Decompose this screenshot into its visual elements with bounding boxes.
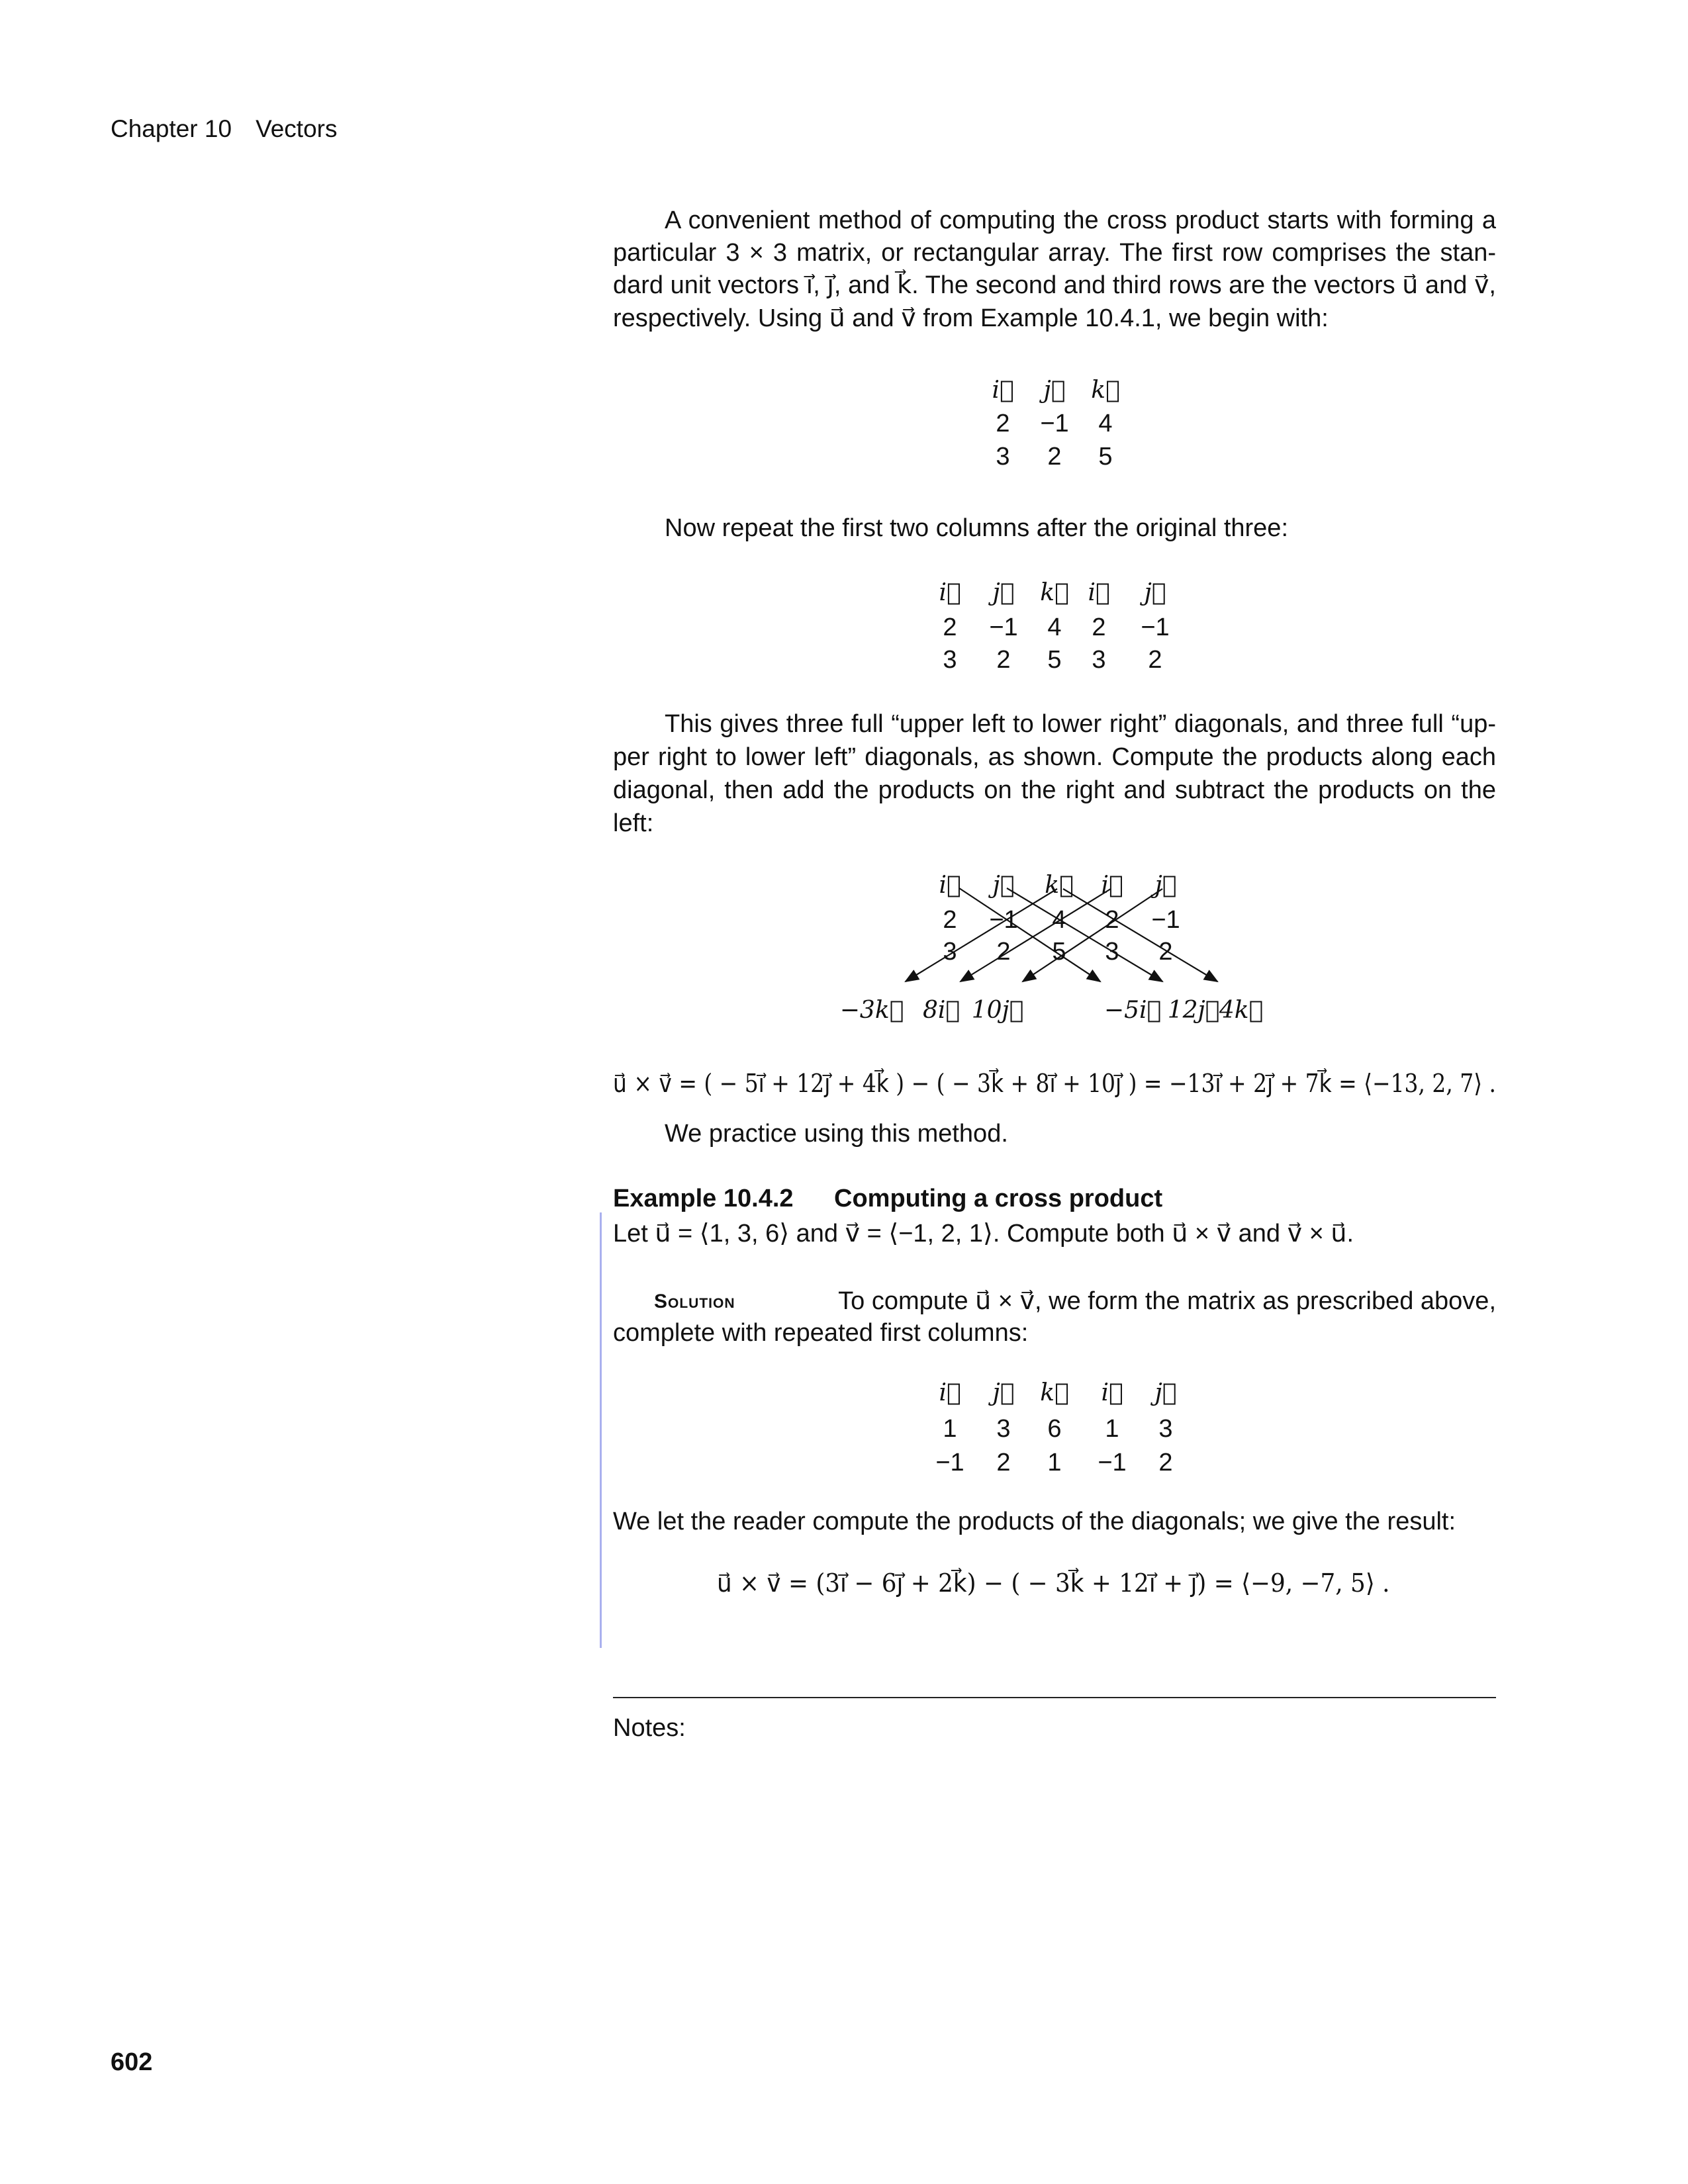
- matrix-cell: 3: [1158, 1415, 1173, 1443]
- example-number: Example 10.4.2: [613, 1185, 794, 1212]
- matrix-cell: 6: [1047, 1415, 1062, 1443]
- matrix-cell: 1: [1047, 1449, 1062, 1477]
- product-label: 4k⃗: [1219, 997, 1264, 1024]
- matrix-cell: 3: [1092, 646, 1106, 674]
- unit-vector-header: i⃗: [939, 579, 961, 606]
- matrix-cell: 1: [943, 1415, 957, 1443]
- matrix-cell: 3: [943, 938, 957, 966]
- product-label: 8i⃗: [922, 997, 961, 1024]
- matrix-cell: 4: [1052, 906, 1066, 934]
- matrix-cell: −1: [1141, 614, 1170, 641]
- matrix-cell: 2: [996, 646, 1011, 674]
- page-number: 602: [111, 2048, 153, 2076]
- matrix-cell: 2: [943, 906, 957, 934]
- unit-vector-header: k⃗: [1040, 579, 1069, 606]
- para3-line: This gives three full “upper left to lower right” diagonals, and three full “up-: [665, 710, 1496, 738]
- matrix-cell: k⃗: [1091, 377, 1120, 404]
- unit-vector-header: i⃗: [1101, 872, 1123, 899]
- example-result-equation: u⃗ × v⃗ = (3i⃗ − 6j⃗ + 2k⃗) − ( − 3k⃗ + 12i⃗ + j⃗) = ⟨−9, −7, 5⟩ .: [717, 1569, 1390, 1598]
- solution-label: Solution: [654, 1291, 735, 1312]
- unit-vector-header: i⃗: [939, 872, 961, 899]
- matrix-cell: 2: [1092, 614, 1106, 641]
- notes-divider: [613, 1697, 1496, 1698]
- matrix-cell: 3: [1105, 938, 1119, 966]
- matrix-cell: 3: [996, 1415, 1011, 1443]
- unit-vector-header: j⃗: [1144, 579, 1166, 606]
- para1-line: particular 3 × 3 matrix, or rectangular array. The first row comprises the stan-: [613, 239, 1496, 267]
- matrix-cell: 5: [1052, 938, 1066, 966]
- para1-line: respectively. Using u⃗ and v⃗ from Example 10.4.1, we begin with:: [613, 304, 1329, 332]
- matrix-cell: 3: [943, 646, 957, 674]
- matrix-cell: 4: [1047, 614, 1062, 641]
- notes-label: Notes:: [613, 1714, 686, 1742]
- para1-line: A convenient method of computing the cross product starts with forming a: [665, 206, 1496, 234]
- matrix-cell: 2: [996, 938, 1011, 966]
- para1-line: dard unit vectors i⃗, j⃗, and k⃗. The second and third rows are the vectors u⃗ and v⃗,: [613, 271, 1496, 299]
- unit-vector-header: j⃗: [992, 872, 1015, 899]
- matrix-cell: −1: [935, 1449, 964, 1477]
- para2: Now repeat the first two columns after the original three:: [665, 514, 1289, 542]
- matrix-cell: −1: [989, 614, 1018, 641]
- matrix-cell: 2: [1158, 938, 1173, 966]
- unit-vector-header: i⃗: [1101, 1379, 1123, 1406]
- unit-vector-header: j⃗: [1154, 872, 1177, 899]
- product-label: 10j⃗: [971, 997, 1024, 1024]
- product-label: −5i⃗: [1103, 997, 1162, 1024]
- matrix-cell: 2: [1047, 443, 1062, 471]
- product-label: −3k⃗: [839, 997, 904, 1024]
- solution-text: complete with repeated first columns:: [613, 1319, 1029, 1347]
- matrix-cell: −1: [1151, 906, 1180, 934]
- unit-vector-header: i⃗: [1088, 579, 1110, 606]
- matrix-cell: 2: [996, 1449, 1011, 1477]
- unit-vector-header: k⃗: [1040, 1379, 1069, 1406]
- matrix-cell: −1: [989, 906, 1018, 934]
- matrix-cell: j⃗: [1043, 377, 1066, 404]
- matrix-cell: −1: [1040, 410, 1069, 437]
- matrix-cell: 2: [1105, 906, 1119, 934]
- matrix-cell: 2: [1148, 646, 1162, 674]
- example-margin-bar: [600, 1212, 602, 1648]
- unit-vector-header: j⃗: [992, 1379, 1015, 1406]
- matrix-cell: i⃗: [992, 377, 1014, 404]
- matrix-cell: 2: [1158, 1449, 1173, 1477]
- matrix-cell: 4: [1098, 410, 1113, 437]
- matrix-cell: 2: [996, 410, 1010, 437]
- result-intro: We let the reader compute the products of the diagonals; we give the result:: [613, 1508, 1456, 1535]
- product-label: 12j⃗: [1167, 997, 1220, 1024]
- para3-line: left:: [613, 809, 654, 837]
- chapter-title: Vectors: [256, 115, 338, 142]
- unit-vector-header: k⃗: [1045, 872, 1074, 899]
- example-statement: Let u⃗ = ⟨1, 3, 6⟩ and v⃗ = ⟨−1, 2, 1⟩. Compute both u⃗ × v⃗ and v⃗ × u⃗.: [613, 1220, 1354, 1248]
- matrix-cell: −1: [1098, 1449, 1127, 1477]
- para4: We practice using this method.: [665, 1120, 1008, 1148]
- matrix-cell: 3: [996, 443, 1010, 471]
- example-title: Computing a cross product: [834, 1185, 1163, 1212]
- unit-vector-header: j⃗: [1154, 1379, 1177, 1406]
- para3-line: per right to lower left” diagonals, as shown. Compute the products along each: [613, 743, 1496, 771]
- unit-vector-header: i⃗: [939, 1379, 961, 1406]
- matrix-cell: 5: [1098, 443, 1113, 471]
- matrix-cell: 2: [943, 614, 957, 641]
- unit-vector-header: j⃗: [992, 579, 1015, 606]
- matrix-cell: 1: [1105, 1415, 1119, 1443]
- matrix-cell: 5: [1047, 646, 1062, 674]
- chapter-label: Chapter 10: [111, 115, 232, 142]
- para3-line: diagonal, then add the products on the right and subtract the products on the: [613, 776, 1496, 804]
- solution-text: To compute u⃗ × v⃗, we form the matrix as prescribed above,: [838, 1287, 1496, 1315]
- cross-product-equation: u⃗ × v⃗ = ( − 5i⃗ + 12j⃗ + 4k⃗ ) − ( − 3k⃗ + 8i⃗ + 10j⃗ ) = −13i⃗ + 2j⃗ + 7k⃗ = ⟨−13, 2, 7⟩ .: [613, 1069, 1497, 1098]
